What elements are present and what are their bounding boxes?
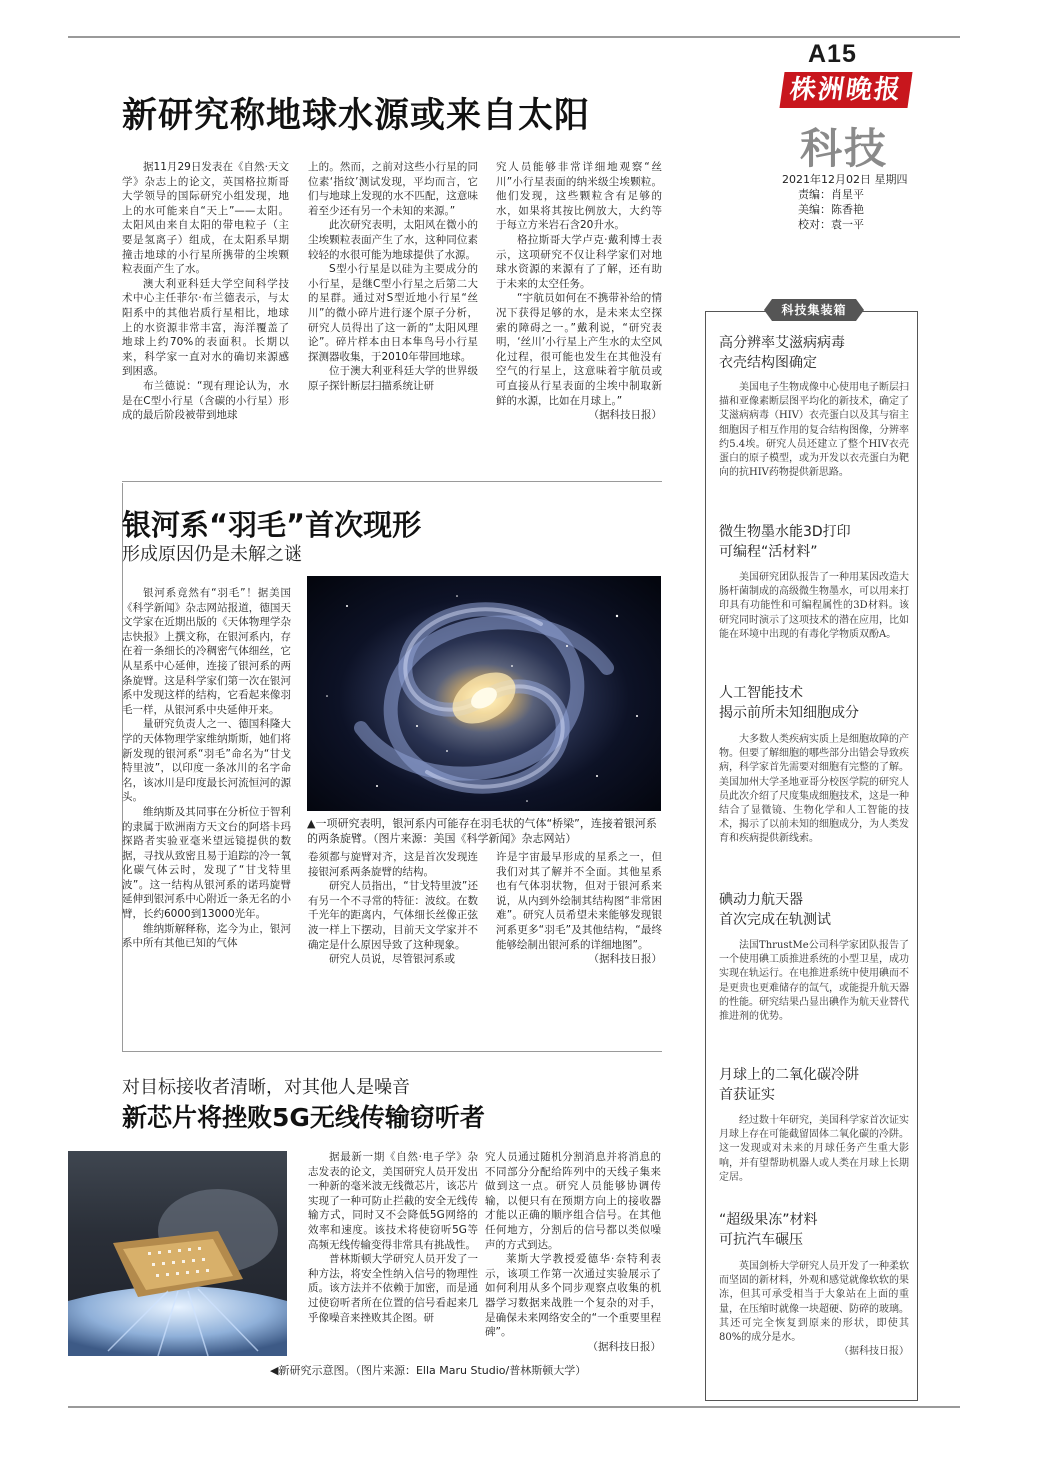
- title-line: 揭示前所未知细胞成分: [719, 705, 859, 721]
- galaxy-illustration: [307, 576, 661, 811]
- title-line: 首次完成在轨测试: [719, 912, 831, 928]
- paragraph: 上的。然而，之前对这些小行星的同位素‘指纹’测试发现，平均而言，它们与地球上发现的水不匹配，这意味着至少还有另一个未知的来源。”: [308, 161, 478, 217]
- sidebar-item-title: [719, 1065, 909, 1105]
- sidebar-item-body: [719, 1114, 909, 1185]
- article3-col1: [308, 1150, 478, 1325]
- proofreader: 校对：袁一平: [798, 218, 864, 231]
- masthead-meta: [782, 172, 908, 232]
- paragraph: 美国研究团队报告了一种用某因改造大肠杆菌制成的高级微生物墨水，可以用来打印具有功能性和可编程属性的3D材料。该研究同时演示了这项技术的潜在应用，比如能在环境中出现的有毒化学物质双酚A。: [719, 572, 909, 640]
- paragraph: 究人员通过随机分割消息并将消息的不同部分分配给阵列中的天线子集来做到这一点。研究人员能够协调传输，以便只有在预期方向上的接收器才能以正确的顺序组合信号。在其他任何地方，分割后的信号都以类似噪声的方式到达。: [485, 1151, 661, 1251]
- sidebar-credit: （据科技日报）: [839, 1346, 909, 1358]
- title-line: “超级果冻”材料: [719, 1212, 818, 1228]
- paragraph: 维纳斯解释称，迄今为止，银河系中所有其他已知的气体: [122, 922, 291, 950]
- sidebar-item-body: [719, 1260, 909, 1359]
- article2-col3: [496, 850, 662, 967]
- sidebar-item-body: [719, 733, 909, 847]
- article3-caption: ◀新研究示意图。（图片来源：Ella Maru Studio/普林斯顿大学）: [270, 1364, 587, 1377]
- paragraph: 大多数人类疾病实质上是细胞故障的产物。但要了解细胞的哪些部分出错会导致疾病，科学家首先需要对细胞有完整的了解。美国加州大学圣地亚哥分校医学院的研究人员此次介绍了尺度集成细胞技术，这是一种结合了显微镜、生物化学和人工智能的技术，揭示了以前未知的细胞成分，为人类发育和疾病提供新线索。: [719, 734, 909, 845]
- paragraph: 究人员能够非常详细地观察“丝川”小行星表面的纳米级尘埃颗粒。他们发现，这些颗粒含有足够的水，如果将其按比例放大，大约等于每立方米岩石含20升水。: [496, 161, 662, 232]
- sidebar-item-title: [719, 890, 909, 930]
- article1-col1: [122, 160, 289, 423]
- title-line: 可抗汽车碾压: [719, 1232, 803, 1248]
- paragraph: 美国电子生物成像中心使用电子断层扫描和亚像素断层图平均化的新技术，确定了艾滋病病毒（HIV）衣壳蛋白以及其与宿主细胞因子相互作用的复合结构图像，分辨率约5.4埃。研究人员还建立了整个HIV衣壳蛋白的原子模型，或为开发以衣壳蛋白为靶向的抗HIV药物提供新思路。: [719, 382, 909, 479]
- article2-col2: [308, 850, 478, 967]
- paragraph: 据最新一期《自然·电子学》杂志发表的论文，美国研究人员开发出一种新的毫米波无线微芯片，该芯片实现了一种可防止拦截的安全无线传输方式，同时又不会降低5G网络的效率和速度。该技术将使窃听5G等高频无线传输变得非常具有挑战性。: [308, 1151, 478, 1251]
- page-number: A15: [808, 40, 857, 68]
- article2-col1: [122, 586, 291, 951]
- paragraph: 位于澳大利亚科廷大学的世界级原子探针断层扫描系统让研: [308, 365, 478, 392]
- paper-logo: 株洲晚报: [779, 72, 912, 108]
- article2-headline: 银河系“羽毛”首次现形: [122, 508, 422, 542]
- divider-rule-2: [122, 1051, 662, 1052]
- bottom-rule: [68, 1406, 960, 1408]
- article3-headline: 新芯片将挫败5G无线传输窃听者: [122, 1103, 485, 1132]
- paragraph: 许是宇宙最早形成的星系之一，但我们对其了解并不全面。其他星系也有气体羽状物，但对于银河系来说，从内到外绘制其结构图“非常困难”。研究人员希望未来能够发现银河系更多“羽毛”及其他结构，“最终能够绘制出银河系的详细地图”。: [496, 851, 662, 951]
- article1-col3: [496, 160, 662, 423]
- article3-credit: （据科技日报）: [587, 1340, 661, 1353]
- article2-subhead: 形成原因仍是未解之谜: [122, 544, 302, 565]
- title-line: 高分辨率艾滋病病毒: [719, 335, 845, 351]
- paragraph: 莱斯大学教授爱德华·奈特利表示，该项工作第一次通过实验展示了如何利用从多个同步观察点收集的机器学习数据来战胜一个复杂的对手，是确保未来网络安全的“一个重要里程碑”。: [485, 1253, 661, 1339]
- sidebar-item-body: [719, 939, 909, 1024]
- paragraph: 布兰德说：“现有理论认为，水是在C型小行星（含碳的小行星）形成的最后阶段被带到地球: [122, 379, 289, 422]
- paragraph: 普林斯顿大学研究人员开发了一种方法，将安全性纳入信号的物理性质。该方法并不依赖于加密，而是通过使窃听者所在位置的信号看起来几乎像噪音来挫败其企图。研: [308, 1253, 478, 1324]
- article1-col2: [308, 160, 478, 394]
- paragraph: S型小行星是以硅为主要成分的小行星，是继C型小行星之后第二大的星群。通过对S型近地小行星“丝川”的微小碎片进行逐个原子分析，研究人员得出了这一新的“太阳风理论”。碎片样本由日本隼鸟号小行星探测器收集，于2010年带回地球。: [308, 263, 478, 363]
- paragraph: 卷须都与旋臂对齐，这是首次发现连接银河系两条旋臂的结构。: [308, 851, 478, 878]
- paragraph: 据11月29日发表在《自然·天文学》杂志上的论文，英国格拉斯哥大学领导的国际研究小组发现，地上的水可能来自“天上”——太阳。太阳风由来自太阳的带电粒子（主要是氢离子）组成，在太阳系早期撞击地球的小行星所携带的尘埃颗粒表面产生了水。: [122, 161, 289, 276]
- section-title: 科技: [800, 124, 889, 173]
- paragraph: 研究人员指出，“甘戈特里波”还有另一个不寻常的特征：波纹。在数千光年的距离内，气体细长丝像正弦波一样上下摆动，目前天文学家并不确定是什么原因导致了这种现象。: [308, 880, 478, 951]
- article2-credit: （据科技日报）: [588, 953, 662, 966]
- editor: 责编：肖星平: [798, 188, 864, 201]
- sidebar-item-title: [719, 1210, 909, 1250]
- article2-caption: ▲一项研究表明，银河系内可能存在羽毛状的气体“桥梁”，连接着银河系的两条旋臂。（图片来源：美国《科学新闻》杂志网站）: [307, 817, 657, 845]
- article3-col2: [485, 1150, 661, 1354]
- sidebar-item-title: [719, 333, 909, 373]
- chip-illustration: [68, 1151, 287, 1356]
- top-rule: [68, 36, 960, 38]
- sidebar-item-body: [719, 571, 909, 642]
- chip-diagram: [68, 1151, 287, 1356]
- sidebar-item-title: [719, 683, 909, 723]
- title-line: 可编程“活材料”: [719, 544, 818, 560]
- paragraph: 经过数十年研究，美国科学家首次证实月球上存在可能截留固体二氧化碳的冷阱。这一发现或对未来的月球任务产生重大影响，并有望帮助机器人或人类在月球上长期定居。: [719, 1115, 909, 1183]
- article1-headline: 新研究称地球水源或来自太阳: [122, 96, 591, 136]
- paragraph: 量研究负责人之一、德国科隆大学的天体物理学家维纳斯斯，她们将新发现的银河系“羽毛”命名为“甘戈特里波”，以印度一条冰川的名字命名，该冰川是印度最长河流恒河的源头。: [122, 718, 291, 804]
- designer: 美编：陈香艳: [798, 203, 864, 216]
- paragraph: 研究人员说，尽管银河系或: [329, 953, 455, 966]
- milky-way-image: [307, 576, 661, 811]
- paragraph: 英国剑桥大学研究人员开发了一种柔软而坚固的新材料，外观和感觉就像软软的果冻，但其可承受相当于大象站在上面的重量，在压缩时就像一块超硬、防碎的玻璃。其还可完全恢复到原来的形状，即使其80%的成分是水。: [719, 1261, 909, 1344]
- title-line: 微生物墨水能3D打印: [719, 524, 851, 540]
- paragraph: “宇航员如何在不携带补给的情况下获得足够的水，是未来太空探索的障碍之一。”戴利说，“研究表明，‘丝川’小行星上产生水的太空风化过程，很可能也发生在其他没有空气的行星上，这意味着宇航员或可直接从行星表面的尘埃中制取新鲜的水源，比如在月球上。”: [496, 292, 662, 407]
- title-line: 人工智能技术: [719, 685, 803, 701]
- sidebar-tag: 科技集装箱: [772, 299, 856, 321]
- title-line: 碘动力航天器: [719, 892, 803, 908]
- sidebar-item-body: [719, 381, 909, 480]
- paragraph: 澳大利亚科廷大学空间科学技术中心主任菲尔·布兰德表示，与太阳系中的其他岩质行星相比，地球上的水资源非常丰富，海洋覆盖了地球上约70%的表面积。长期以来，科学家一直对水的确切来源感到困惑。: [122, 277, 289, 378]
- paragraph: 维纳斯及其同事在分析位于智利的隶属于欧洲南方天文台的阿塔卡玛探路者实验亚毫米望远镜提供的数据，寻找从致密且易于追踪的冷一氧化碳气体云时，发现了“甘戈特里波”。这一结构从银河系的诺玛旋臂延伸到银河系中心附近一条无名的小臂，长约6000到13000光年。: [122, 805, 291, 921]
- sidebar-item-title: [719, 522, 909, 562]
- paragraph: 格拉斯哥大学卢克·戴利博士表示，这项研究不仅让科学家们对地球水资源的来源有了了解，还有助于未来的太空任务。: [496, 233, 662, 290]
- divider-rule-1: [122, 481, 662, 482]
- paragraph: 法国ThrustMe公司科学家团队报告了一个使用碘工质推进系统的小型卫星，成功实现在轨运行。在电推进系统中使用碘而不是更贵也更难储存的氙气，或能提升航天器的性能。研究结果凸显出碘作为航天业替代推进剂的优势。: [719, 940, 909, 1023]
- paragraph: 此次研究表明，太阳风在微小的尘埃颗粒表面产生了水，这种同位素较轻的水很可能为地球提供了水源。: [308, 219, 478, 261]
- article1-credit: （据科技日报）: [588, 409, 662, 422]
- paragraph: 银河系竟然有“羽毛”！据美国《科学新闻》杂志网站报道，德国天文学家在近期出版的《天体物理学杂志快报》上撰文称，在银河系内，存在着一条细长的冷稠密气体细丝，它从星系中心延伸，连接了银河系的两条旋臂。这是科学家们第一次在银河系中发现这样的结构，它看起来像羽毛一样，从银河系中央延伸开来。: [122, 587, 291, 716]
- article3-kicker: 对目标接收者清晰，对其他人是噪音: [122, 1077, 410, 1098]
- title-line: 衣壳结构图确定: [719, 355, 817, 371]
- date: 2021年12月02日 星期四: [782, 173, 908, 186]
- title-line: 首获证实: [719, 1087, 775, 1103]
- title-line: 月球上的二氧化碳冷阱: [719, 1067, 859, 1083]
